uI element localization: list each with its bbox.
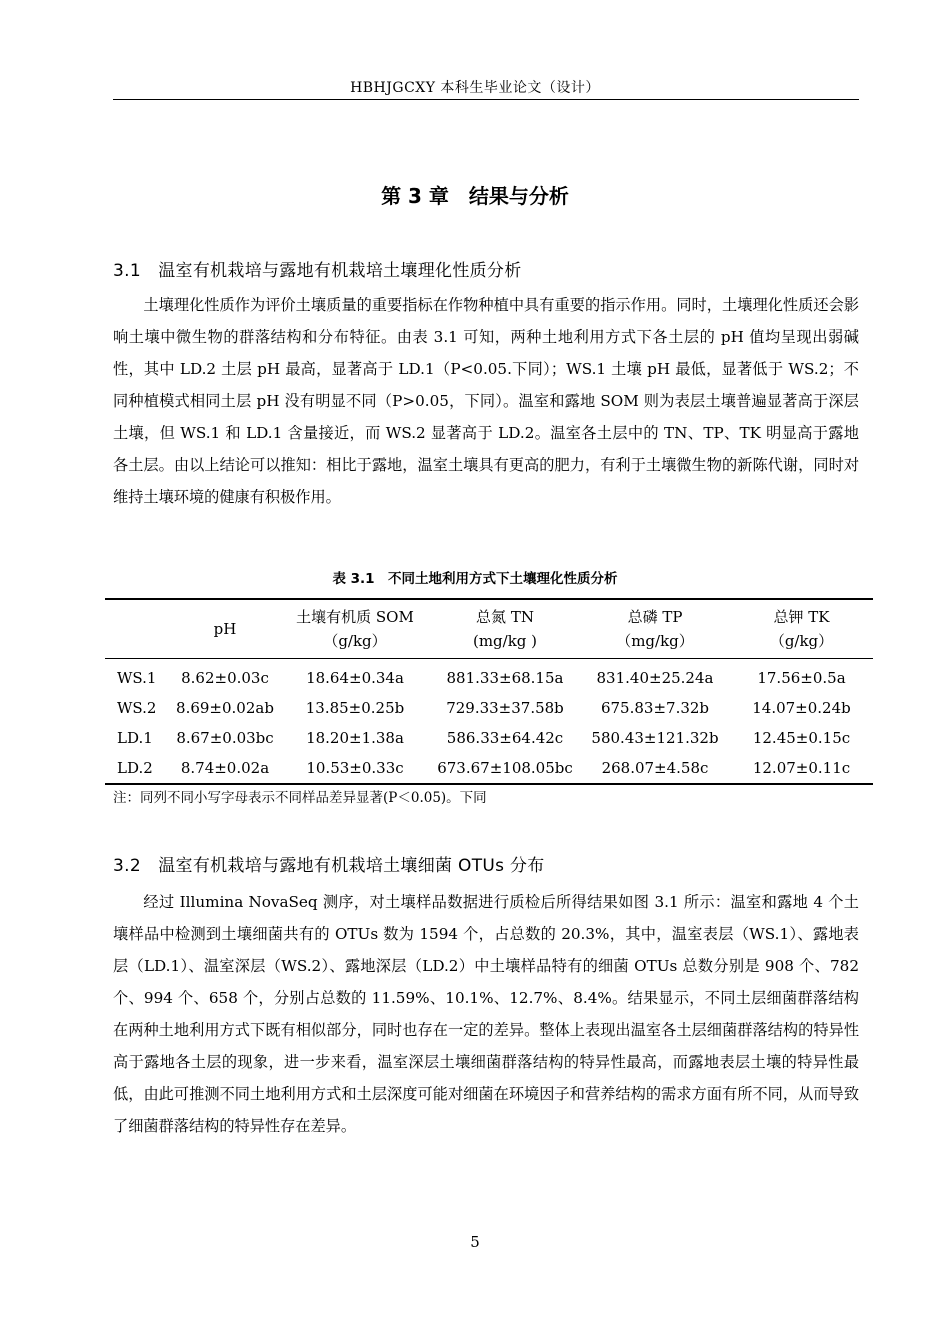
- table-row: [105, 753, 873, 784]
- table-cell: 8.62±0.03c: [181, 669, 269, 687]
- header-som-unit: （g/kg）: [323, 632, 387, 650]
- header-cell-sample: [105, 599, 170, 659]
- table-cell: 17.56±0.5a: [757, 669, 846, 687]
- table-cell: 831.40±25.24a: [596, 669, 714, 687]
- table-caption: 表 3.1 不同土地利用方式下土壤理化性质分析: [332, 571, 618, 587]
- header-cell-som: [280, 599, 430, 659]
- soil-properties-table: [105, 598, 873, 785]
- header-tp-label: 总磷 TP: [627, 608, 683, 626]
- table-cell: 268.07±4.58c: [601, 759, 709, 777]
- header-cell-tn: [430, 599, 580, 659]
- table-cell: 18.20±1.38a: [306, 729, 404, 747]
- table-cell: 18.64±0.34a: [306, 669, 404, 687]
- header-ph-label: pH: [213, 620, 237, 638]
- table-row: [105, 723, 873, 753]
- table-row: [105, 659, 873, 694]
- section-3-1-paragraph: 土壤理化性质作为评价土壤质量的重要指标在作物种植中具有重要的指示作用。同时，土壤理化性质还会影响土壤中微生物的群落结构和分布特征。由表 3.1 可知，两种土地利用方式下各土层的 pH 值均呈现出弱碱性，其中 LD.2 土层 pH 最高，显著高于 LD.1（P<0.05.下同）；WS.1 土壤 pH 最低，显著低于 WS.2；不同种植模式相同土层 pH 没有明显不同（P>0.05，下同）。温室和露地 SOM 则为表层土壤普遍显著高于深层土壤，但 WS.1 和 LD.1 含量接近，而 WS.2 显著高于 LD.2。温室各土层中的 TN、TP、TK 明显高于露地各土层。由以上结论可以推知：相比于露地，温室土壤具有更高的肥力，有利于土壤微生物的新陈代谢，同时对维持土壤环境的健康有积极作用。: [113, 296, 859, 506]
- table-cell: 8.74±0.02a: [180, 759, 270, 777]
- chapter-title: 第 3 章 结果与分析: [381, 184, 569, 208]
- table-cell: 881.33±68.15a: [446, 669, 564, 687]
- header-cell-tk: [730, 599, 873, 659]
- header-tk-label: 总钾 TK: [773, 608, 830, 626]
- table-cell: 586.33±64.42c: [446, 729, 564, 747]
- header-cell-ph: [170, 599, 280, 659]
- row-label: LD.1: [117, 729, 153, 747]
- table-cell: 10.53±0.33c: [306, 759, 404, 777]
- header-tn-label: 总氮 TN: [476, 608, 534, 626]
- row-label: WS.2: [117, 699, 157, 717]
- header-cell-tp: [580, 599, 730, 659]
- table-note: 注：同列不同小写字母表示不同样品差异显著(P＜0.05)。下同: [113, 790, 487, 806]
- table-cell: 14.07±0.24b: [752, 699, 851, 717]
- table-cell: 12.07±0.11c: [752, 759, 851, 777]
- table-cell: 12.45±0.15c: [752, 729, 851, 747]
- header-tp-unit: （mg/kg）: [616, 632, 694, 650]
- table-header-row: [105, 599, 873, 659]
- header-tk-unit: （g/kg）: [769, 632, 834, 650]
- table-cell: 673.67±108.05bc: [437, 759, 573, 777]
- table-cell: 13.85±0.25b: [305, 699, 405, 717]
- table-row: [105, 693, 873, 723]
- table-cell: 8.69±0.02ab: [176, 699, 274, 717]
- header-rule: [113, 99, 859, 100]
- table-cell: 729.33±37.58b: [446, 699, 564, 717]
- table-cell: 580.43±121.32b: [591, 729, 719, 747]
- section-3-2-paragraph: 经过 Illumina NovaSeq 测序，对土壤样品数据进行质检后所得结果如图 3.1 所示：温室和露地 4 个土壤样品中检测到土壤细菌共有的 OTUs 数为 1594 个，占总数的 20.3%，其中，温室表层（WS.1）、露地表层（LD.1）、温室深层（WS.2）、露地深层（LD.2）中土壤样品特有的细菌 OTUs 总数分别是 908 个、782 个、994 个、658 个，分别占总数的 11.59%、10.1%、12.7%、8.4%。结果显示，不同土层细菌群落结构在两种土地利用方式下既有相似部分，同时也存在一定的差异。整体上表现出温室各土层细菌群落结构的特异性高于露地各土层的现象，进一步来看，温室深层土壤细菌群落结构的特异性最高，而露地表层土壤的特异性最低，由此可推测不同土地利用方式和土层深度可能对细菌在环境因子和营养结构的需求方面有所不同，从而导致了细菌群落结构的特异性存在差异。: [113, 893, 859, 1135]
- section-heading-3-2: 3.2 温室有机栽培与露地有机栽培土壤细菌 OTUs 分布: [113, 856, 545, 876]
- header-tn-unit: (mg/kg ): [472, 632, 538, 650]
- row-label: WS.1: [117, 669, 157, 687]
- page-number: 5: [470, 1233, 480, 1251]
- row-label: LD.2: [117, 759, 153, 777]
- page-header: HBHJGCXY 本科生毕业论文（设计）: [350, 80, 600, 96]
- section-heading-3-1: 3.1 温室有机栽培与露地有机栽培土壤理化性质分析: [113, 261, 522, 281]
- table-cell: 8.67±0.03bc: [176, 729, 274, 747]
- table-cell: 675.83±7.32b: [600, 699, 710, 717]
- header-som-label: 土壤有机质 SOM: [296, 608, 414, 626]
